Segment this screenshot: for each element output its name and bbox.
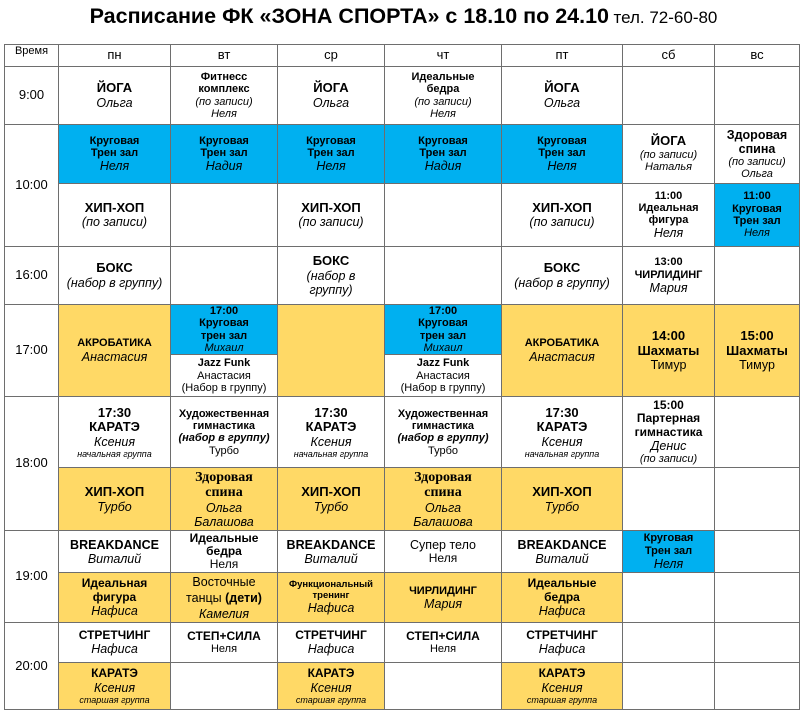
class-cell [502,468,623,531]
trainer-name: Анастасия [197,369,251,382]
trainer-name: Балашова [413,514,473,529]
empty-cell [385,663,502,710]
class-name: ЧИРЛИДИНГ [409,584,477,597]
time-column-header: Время [5,45,59,67]
class-name: ЧИРЛИДИНГ [634,268,703,281]
class-name: Идеальные [411,70,475,83]
row-1600 [5,247,800,305]
class-name: BREAKDANCE [517,537,607,552]
group-note: начальная группа [77,448,152,459]
group-note: начальная группа [524,448,600,459]
class-name: Трен зал [538,147,586,159]
class-name: Идеальная [638,201,699,214]
trainer-name: Мария [423,596,463,611]
class-name: Трен зал [90,147,139,159]
row-1700a [5,305,800,355]
class-time: 17:30 [545,404,579,420]
time-1000: 10:00 [5,125,59,247]
trainer-name: Михаил [204,341,244,354]
trainer-name: Анастасия [529,349,595,364]
trainer-name: Ольга [543,95,581,110]
class-time: 14:00 [651,328,686,344]
class-cell [59,67,171,125]
class-name: гимнастика [192,419,256,432]
time-1700: 17:00 [5,305,59,397]
class-cell [502,397,623,468]
class-name: Круговая [199,134,249,147]
class-name: Функциональный [289,579,373,591]
class-cell [278,623,385,663]
trainer-name: Турбо [97,499,132,514]
trainer-name: Виталий [304,551,358,566]
class-note: (набор в группу) [66,275,163,290]
empty-cell [278,305,385,397]
class-cell [502,573,623,623]
class-cell [171,305,278,355]
class-name: КАРАТЭ [305,419,357,435]
class-cell [385,67,502,125]
class-name: спина [205,485,243,501]
class-note: (набор в группу) [178,432,270,445]
class-name: бедра [544,589,580,604]
class-name: КАРАТЭ [89,419,140,435]
class-name: Художественная [178,407,270,420]
class-name: спина [738,141,776,156]
class-note: (набор в группу) [397,432,489,445]
trainer-name: Нафиса [307,642,355,657]
class-name-line [172,589,276,607]
class-name: Круговая [418,134,468,147]
class-name: ЙОГА [650,133,687,149]
class-note: (по записи) [728,155,786,168]
trainer-name: Виталий [535,551,589,566]
class-cell [623,184,715,247]
class-cell [715,125,800,184]
class-cell [385,305,502,355]
class-cell [59,247,171,305]
trainer-name: Нафиса [91,604,138,619]
class-cell [715,184,800,247]
class-time: 17:30 [97,404,132,420]
empty-cell [715,623,800,663]
class-cell [715,305,800,397]
trainer-name: Ольга [741,168,773,180]
class-cell [278,468,385,531]
trainer-name: Неля [211,107,237,120]
class-name: ХИП-ХОП [84,199,145,215]
class-name: BREAKDANCE [286,537,376,552]
class-name: АКРОБАТИКА [524,337,600,350]
trainer-name: Ксения [310,680,352,695]
class-name: Jazz Funk [197,357,251,370]
trainer-name: Неля [653,557,684,572]
row-0900 [5,67,800,125]
class-name: Круговая [199,317,249,330]
class-cell [385,623,502,663]
class-name: БОКС [543,260,581,276]
trainer-name: Турбо [208,444,239,457]
class-name: ЙОГА [96,80,133,96]
class-name: бедра [206,544,242,559]
trainer-name: Мария [649,280,688,295]
time-2000: 20:00 [5,623,59,710]
class-cell [385,573,502,623]
class-note: (Набор в группу) [400,381,486,394]
class-cell [171,355,278,397]
class-name: Круговая [89,134,140,147]
trainer-name: Неля [99,159,130,174]
class-cell [385,125,502,184]
class-name: гимнастика [634,424,703,439]
day-header-wed: ср [278,45,385,67]
class-time: 17:00 [209,305,239,317]
class-note: (по записи) [298,215,364,230]
class-name: фигура [92,589,137,604]
trainer-name: Турбо [313,499,349,514]
trainer-name: Турбо [544,499,580,514]
trainer-name: Анастасия [81,349,148,364]
class-cell [59,531,171,573]
class-cell [278,67,385,125]
class-name: Трен зал [733,215,781,227]
empty-cell [171,184,278,247]
class-name: КАРАТЭ [307,666,355,681]
trainer-name: Тимур [650,358,687,373]
class-name: КАРАТЭ [536,419,588,435]
class-note: (набор в [306,268,356,283]
class-name: ХИП-ХОП [532,483,592,499]
empty-cell [623,67,715,125]
class-name: спина [424,485,462,501]
day-header-sun: вс [715,45,800,67]
empty-cell [171,663,278,710]
class-name: СТРЕТЧИНГ [78,628,151,643]
class-name: Шахматы [726,342,788,358]
class-note: (по записи) [529,215,595,230]
trainer-name: Ольга [312,95,350,110]
trainer-name: Неля [210,643,238,656]
class-name: ЙОГА [313,80,349,96]
trainer-name: Тимур [739,358,775,373]
class-cell [59,468,171,531]
trainer-name: Неля [653,226,684,241]
row-2000b [5,663,800,710]
class-name: BREAKDANCE [70,537,159,552]
trainer-name: Неля [430,107,456,120]
trainer-name: Неля [209,557,239,572]
class-cell [385,397,502,468]
class-name: Трен зал [644,544,693,557]
trainer-name: Ольга [96,95,133,110]
class-cell [171,125,278,184]
empty-cell [715,397,800,468]
class-name: Художественная [397,407,489,420]
trainer-name: Анастасия [416,369,470,382]
class-name: СТЕП+СИЛА [406,628,480,643]
class-name: Jazz Funk [416,357,470,370]
class-time: 17:30 [314,404,348,420]
class-time: 11:00 [654,189,683,202]
class-name: ХИП-ХОП [301,199,361,215]
row-1900b [5,573,800,623]
class-cell [278,247,385,305]
class-name: СТЕП+СИЛА [187,628,261,643]
trainer-name: Наталья [645,161,692,174]
trainer-name: Ольга [205,500,243,515]
class-cell [171,468,278,531]
class-cell [278,531,385,573]
class-name: трен зал [200,329,248,342]
class-name: Круговая [306,134,356,147]
empty-cell [385,184,502,247]
title-main: Расписание ФК «ЗОНА СПОРТА» с 18.10 по 24.10 [89,4,610,28]
class-cell [385,531,502,573]
class-name: Круговая [537,134,587,147]
empty-cell [715,468,800,531]
class-note: группу) [309,282,353,297]
empty-cell [715,247,800,305]
class-cell [278,573,385,623]
empty-cell [715,573,800,623]
time-0900: 9:00 [5,67,59,125]
class-cell [171,573,278,623]
trainer-name: Нафиса [307,601,355,616]
empty-cell [623,623,715,663]
class-cell [385,468,502,531]
class-name: Здоровая [726,127,788,142]
class-cell [171,531,278,573]
class-time: 13:00 [654,256,683,269]
class-note: (по записи) [414,95,472,108]
class-cell [59,623,171,663]
class-name: трен зал [419,329,467,342]
trainer-name: Надия [205,159,243,174]
trainer-name: Ксения [310,434,352,449]
class-cell [502,531,623,573]
class-cell [59,125,171,184]
row-2000a [5,623,800,663]
class-name: ХИП-ХОП [84,483,145,499]
empty-cell [623,663,715,710]
class-note: (набор в группу) [514,275,610,290]
class-note: (дети) [225,590,262,605]
trainer-name: Нафиса [538,604,586,619]
class-cell [278,125,385,184]
class-name: танцы [186,590,226,605]
trainer-name: Ксения [93,680,136,695]
class-note: (по записи) [195,95,253,108]
group-note: старшая группа [295,694,367,705]
trainer-name: Виталий [87,551,142,566]
class-name: Идеальная [81,576,148,591]
trainer-name: Неля [316,159,346,174]
title-phone: тел. 72-60-80 [613,8,718,27]
row-1900a [5,531,800,573]
row-1000b [5,184,800,247]
trainer-name: Нафиса [538,642,586,657]
class-name: Фитнесс [200,70,248,83]
trainer-name: Неля [547,159,577,174]
class-cell [502,125,623,184]
class-name: Круговая [643,532,694,545]
class-cell [502,247,623,305]
day-header-thu: чт [385,45,502,67]
schedule-title [0,4,807,29]
class-name: Партерная [636,411,701,426]
time-1900: 19:00 [5,531,59,623]
trainer-name: Михаил [423,341,463,354]
class-name: Круговая [418,317,468,330]
class-cell [171,67,278,125]
class-name: ХИП-ХОП [532,199,592,215]
class-name: бедра [426,83,460,96]
class-cell [502,623,623,663]
time-1600: 16:00 [5,247,59,305]
class-cell [59,397,171,468]
row-1800b [5,468,800,531]
class-name: СТРЕТЧИНГ [295,628,367,643]
class-cell [623,247,715,305]
trainer-name: Камелия [198,606,250,621]
class-cell [623,125,715,184]
day-header-mon: пн [59,45,171,67]
row-1000a [5,125,800,184]
trainer-name: Балашова [194,514,254,529]
class-cell [623,531,715,573]
class-name: ЙОГА [544,80,580,96]
class-name: фигура [648,214,689,227]
class-cell [278,663,385,710]
class-cell [171,397,278,468]
group-note: старшая группа [526,694,598,705]
class-name: СТРЕТЧИНГ [526,628,598,643]
trainer-name: Ксения [541,434,583,449]
empty-cell [715,67,800,125]
trainer-name: Турбо [427,444,458,457]
class-time: 15:00 [653,397,684,412]
trainer-name: Неля [429,643,457,656]
class-name: АКРОБАТИКА [77,337,152,350]
class-cell [623,397,715,468]
trainer-name: Неля [428,551,458,566]
class-name: Шахматы [637,342,700,358]
class-cell [59,663,171,710]
class-name: Трен зал [307,147,355,159]
group-note: старшая группа [79,694,150,705]
empty-cell [623,573,715,623]
class-name: тренинг [312,589,350,601]
day-header-sat: сб [623,45,715,67]
class-name: Трен зал [200,147,248,159]
class-name: Восточные [192,574,256,589]
class-time: 17:00 [428,305,458,317]
empty-cell [623,468,715,531]
class-cell [502,184,623,247]
trainer-name: Нафиса [91,642,138,657]
class-cell [278,397,385,468]
trainer-name: Ксения [93,434,136,449]
class-name: КАРАТЭ [538,666,586,681]
class-cell [278,184,385,247]
class-name: БОКС [312,253,350,269]
class-name: Здоровая [195,469,253,485]
trainer-name: Денис [650,439,687,454]
trainer-name: Надия [424,159,462,174]
class-name: БОКС [96,260,133,276]
trainer-name: Ольга [424,500,462,515]
class-cell [59,573,171,623]
empty-cell [385,247,502,305]
class-time: 11:00 [743,190,771,203]
header-row [5,45,800,67]
class-cell [623,305,715,397]
class-name: Круговая [732,202,782,215]
class-name: ХИП-ХОП [301,483,361,499]
class-cell [502,67,623,125]
class-name: гимнастика [411,419,475,432]
trainer-name: Ксения [541,680,583,695]
class-cell [385,355,502,397]
class-name: комплекс [198,83,250,96]
class-cell [59,184,171,247]
day-header-tue: вт [171,45,278,67]
day-header-fri: пт [502,45,623,67]
empty-cell [715,663,800,710]
class-cell [502,663,623,710]
class-name: КАРАТЭ [91,666,138,681]
class-time: 15:00 [740,328,774,344]
class-name: Идеальные [189,530,259,545]
class-name: Здоровая [414,469,472,485]
class-name: Идеальные [527,576,597,591]
class-note: (по записи) [81,215,148,230]
class-cell [171,623,278,663]
class-name: Супер тело [410,538,476,553]
empty-cell [171,247,278,305]
trainer-name: Неля [744,227,770,240]
empty-cell [715,531,800,573]
class-note: (по записи) [639,148,698,161]
class-note: (по записи) [639,453,698,466]
row-1800a [5,397,800,468]
time-1800: 18:00 [5,397,59,531]
class-cell [59,305,171,397]
class-cell [502,305,623,397]
class-name: Трен зал [419,147,467,159]
class-note: (Набор в группу) [181,381,267,394]
group-note: начальная группа [293,448,369,459]
schedule-table [4,44,800,710]
